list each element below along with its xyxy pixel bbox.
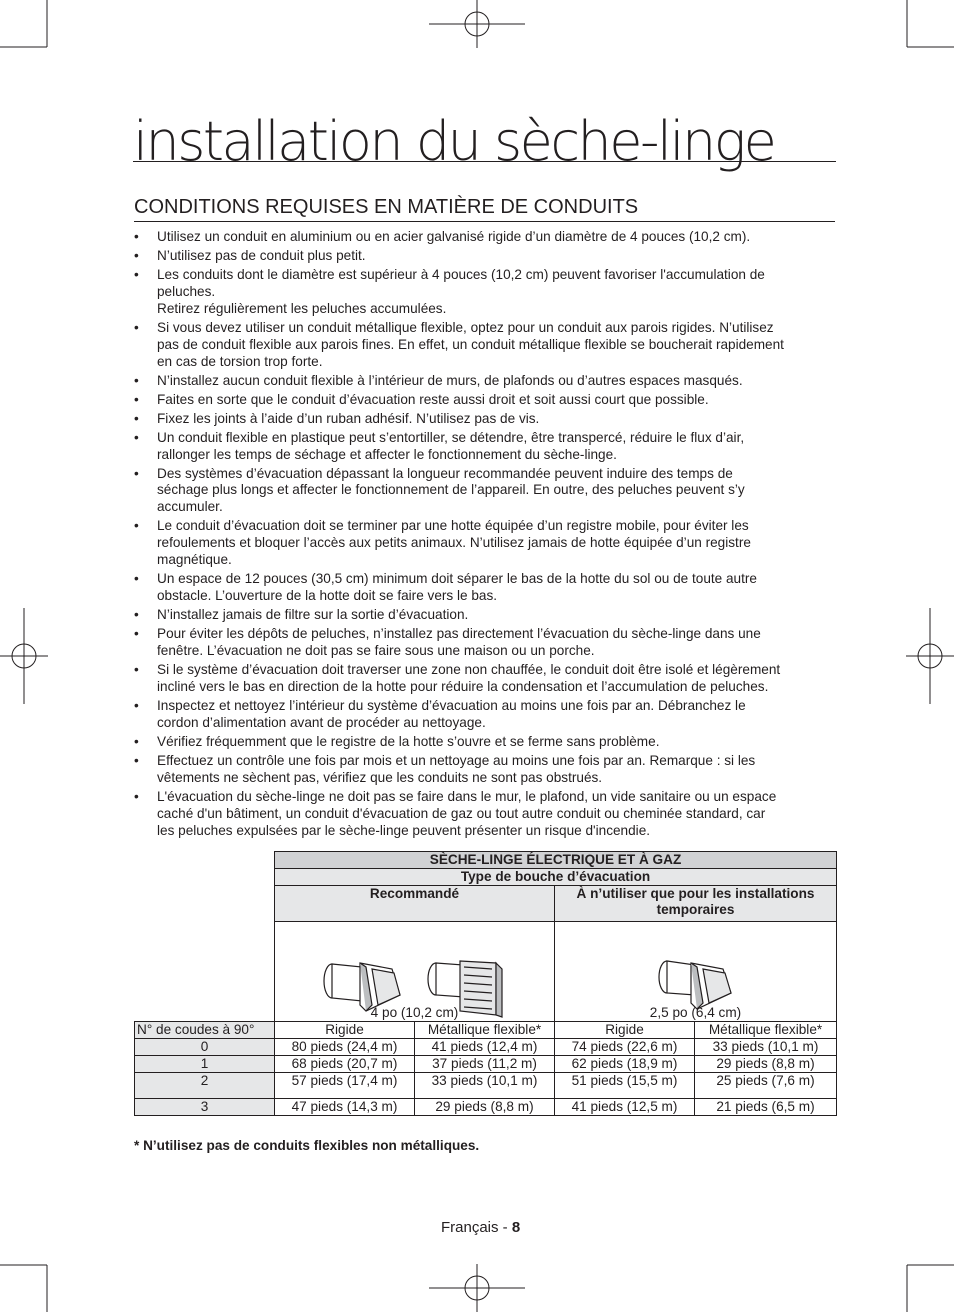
col-elbows-header: N° de coudes à 90° bbox=[135, 1022, 275, 1039]
elbow-count-cell: 2 bbox=[135, 1073, 275, 1099]
table-row bbox=[135, 1039, 837, 1056]
list-item-line: cordon d’alimentation avant de procéder au nettoyage. bbox=[157, 714, 486, 730]
list-item bbox=[134, 789, 834, 840]
list-item bbox=[134, 607, 834, 624]
list-item-line: • Les conduits dont le diamètre est supérieur à 4 pouces (10,2 cm) peuvent favoriser l'accumulation de bbox=[157, 267, 765, 282]
length-cell: 41 pieds (12,5 m) bbox=[555, 1099, 695, 1116]
list-item bbox=[134, 430, 834, 464]
length-cell: 80 pieds (24,4 m) bbox=[275, 1039, 415, 1056]
list-item bbox=[134, 466, 834, 517]
header-temporary: À n’utiliser que pour les installations temporaires bbox=[555, 886, 837, 922]
temporary-vents-cell bbox=[555, 922, 837, 1022]
list-item bbox=[134, 626, 834, 660]
col-rigid-header: Rigide bbox=[555, 1022, 695, 1039]
section-heading: CONDITIONS REQUISES EN MATIÈRE DE CONDUITS bbox=[134, 195, 835, 222]
list-item bbox=[134, 753, 834, 787]
list-item-line: • N’utilisez pas de conduit plus petit. bbox=[157, 248, 366, 263]
list-item bbox=[134, 698, 834, 732]
list-item bbox=[134, 392, 834, 409]
size-recommended: 4 po (10,2 cm) bbox=[370, 1005, 459, 1020]
list-item bbox=[134, 662, 834, 696]
length-cell: 33 pieds (10,1 m) bbox=[415, 1073, 555, 1099]
length-cell: 29 pieds (8,8 m) bbox=[695, 1056, 837, 1073]
page-title bbox=[133, 110, 836, 173]
list-item-line: refoulements et bloquer l’accès aux petits animaux. N’utilisez jamais de hotte équipée d’un registre bbox=[157, 535, 751, 551]
list-item-line: • Des systèmes d’évacuation dépassant la longueur recommandée peuvent induire des temps de bbox=[157, 465, 733, 481]
list-item-line: • N’installez jamais de filtre sur la sortie d’évacuation. bbox=[157, 607, 469, 623]
list-item-line: en cas de torsion trop forte. bbox=[157, 353, 323, 369]
length-cell: 21 pieds (6,5 m) bbox=[695, 1099, 837, 1116]
list-item-line: séchage plus longs et affecter le fonctionnement de l’appareil. En outre, des peluches peuvent s’y bbox=[157, 482, 745, 498]
length-cell: 25 pieds (7,6 m) bbox=[695, 1073, 837, 1099]
elbow-count-cell: 1 bbox=[135, 1056, 275, 1073]
list-item-line: peluches. bbox=[157, 283, 216, 299]
table-row bbox=[135, 1073, 837, 1099]
list-item-line: • Utilisez un conduit en aluminium ou en acier galvanisé rigide d’un diamètre de 4 pouces (10,2 cm). bbox=[157, 229, 751, 244]
length-cell: 29 pieds (8,8 m) bbox=[415, 1099, 555, 1116]
list-item bbox=[134, 518, 834, 569]
table-subtitle: Type de bouche d’évacuation bbox=[275, 869, 837, 886]
list-item-line: vêtements ne sèchent pas, vérifiez que les conduits ne sont pas obstrués. bbox=[157, 769, 603, 785]
page-title-text: installation du sèche-linge bbox=[133, 110, 775, 173]
list-item-line: les peluches expulsées par le sèche-linge peuvent présenter un risque d'incendie. bbox=[157, 822, 651, 838]
list-item-line: • Si le système d’évacuation doit traverser une zone non chauffée, le conduit doit être isolé et légèrement bbox=[157, 661, 781, 677]
page-number: 8 bbox=[511, 1219, 521, 1236]
table-corner-empty bbox=[135, 852, 275, 1022]
list-item-line: fenêtre. L’évacuation ne doit pas se faire sous une maison ou un porche. bbox=[157, 642, 595, 658]
list-item-line: • Faites en sorte que le conduit d’évacuation reste aussi droit et soit aussi court que possible. bbox=[157, 391, 709, 407]
list-item-line: • L'évacuation du sèche-linge ne doit pas se faire dans le mur, le plafond, un vide sanitaire ou un espace bbox=[157, 788, 777, 804]
list-item-line: pas de conduit flexible aux parois fines. En effet, un conduit métallique flexible se boucherait rapidement bbox=[157, 336, 784, 352]
length-cell: 68 pieds (20,7 m) bbox=[275, 1056, 415, 1073]
col-rigid-header: Rigide bbox=[275, 1022, 415, 1039]
list-item-line: • Un espace de 12 pouces (30,5 cm) minimum doit séparer le bas de la hotte du sol ou de toute autre bbox=[157, 571, 757, 587]
footnote: * N’utilisez pas de conduits flexibles non métalliques. bbox=[134, 1138, 480, 1153]
list-item bbox=[134, 320, 834, 371]
list-item-line: • Fixez les joints à l’aide d’un ruban adhésif. N’utilisez pas de vis. bbox=[157, 410, 540, 426]
list-item-line: • Le conduit d’évacuation doit se terminer par une hotte équipée d’un registre mobile, pour éviter les bbox=[157, 518, 749, 534]
list-item-line: • Si vous devez utiliser un conduit métallique flexible, optez pour un conduit aux parois rigides. N’utilisez bbox=[157, 319, 774, 335]
table-row bbox=[135, 1056, 837, 1073]
length-cell: 57 pieds (17,4 m) bbox=[275, 1073, 415, 1099]
list-item-line: • N’installez aucun conduit flexible à l’intérieur de murs, de plafonds ou d’autres espaces masqués. bbox=[157, 372, 743, 388]
length-cell: 62 pieds (18,9 m) bbox=[555, 1056, 695, 1073]
requirements-list bbox=[134, 229, 834, 842]
list-item bbox=[134, 373, 834, 390]
footer-language: Français - bbox=[441, 1219, 512, 1236]
size-temporary: 2,5 po (6,4 cm) bbox=[649, 1005, 742, 1020]
list-item bbox=[134, 411, 834, 428]
list-item-line: obstacle. L’ouverture de la hotte doit se faire vers le bas. bbox=[157, 588, 498, 604]
col-flex-header: Métallique flexible* bbox=[415, 1022, 555, 1039]
list-item-line: • Effectuez un contrôle une fois par mois et un nettoyage au moins une fois par an. Remarque : si les bbox=[157, 752, 756, 768]
col-flex-header: Métallique flexible* bbox=[695, 1022, 837, 1039]
length-cell: 37 pieds (11,2 m) bbox=[415, 1056, 555, 1073]
list-item-line: • Pour éviter les dépôts de peluches, n’installez pas directement l’évacuation du sèche-linge dans une bbox=[157, 626, 761, 642]
list-item-line: magnétique. bbox=[157, 552, 232, 568]
list-item bbox=[134, 571, 834, 605]
list-item bbox=[134, 248, 834, 265]
table-row bbox=[135, 1099, 837, 1116]
length-cell: 33 pieds (10,1 m) bbox=[695, 1039, 837, 1056]
table-title: SÈCHE-LINGE ÉLECTRIQUE ET À GAZ bbox=[275, 852, 837, 869]
header-recommended: Recommandé bbox=[275, 886, 555, 922]
list-item-line: Retirez régulièrement les peluches accumulées. bbox=[157, 300, 447, 316]
elbow-count-cell: 0 bbox=[135, 1039, 275, 1056]
page-footer bbox=[441, 1219, 520, 1236]
list-item-line: • Un conduit flexible en plastique peut s’entortiller, se détendre, être transpercé, réduire le flux d’air, bbox=[157, 429, 745, 445]
list-item bbox=[134, 734, 834, 751]
list-item-line: • Vérifiez fréquemment que le registre de la hotte s’ouvre et se ferme sans problème. bbox=[157, 733, 660, 749]
list-item-line: • Inspectez et nettoyez l’intérieur du système d’évacuation au moins une fois par an. Débranchez le bbox=[157, 697, 746, 713]
vent-length-table bbox=[134, 851, 837, 1116]
length-cell: 47 pieds (14,3 m) bbox=[275, 1099, 415, 1116]
list-item bbox=[134, 267, 834, 318]
list-item-line: caché d'un bâtiment, un conduit d'évacuation de gaz ou tout autre conduit ou cheminée standard, car bbox=[157, 805, 766, 821]
length-cell: 41 pieds (12,4 m) bbox=[415, 1039, 555, 1056]
list-item-line: incliné vers le bas en direction de la hotte pour réduire la condensation et l’accumulation de peluches. bbox=[157, 678, 769, 694]
recommended-vents-cell bbox=[275, 922, 555, 1022]
list-item bbox=[134, 229, 834, 246]
length-cell: 51 pieds (15,5 m) bbox=[555, 1073, 695, 1099]
list-item-line: rallonger les temps de séchage et affecter le fonctionnement du sèche-linge. bbox=[157, 446, 617, 462]
list-item-line: accumuler. bbox=[157, 499, 223, 515]
elbow-count-cell: 3 bbox=[135, 1099, 275, 1116]
length-cell: 74 pieds (22,6 m) bbox=[555, 1039, 695, 1056]
